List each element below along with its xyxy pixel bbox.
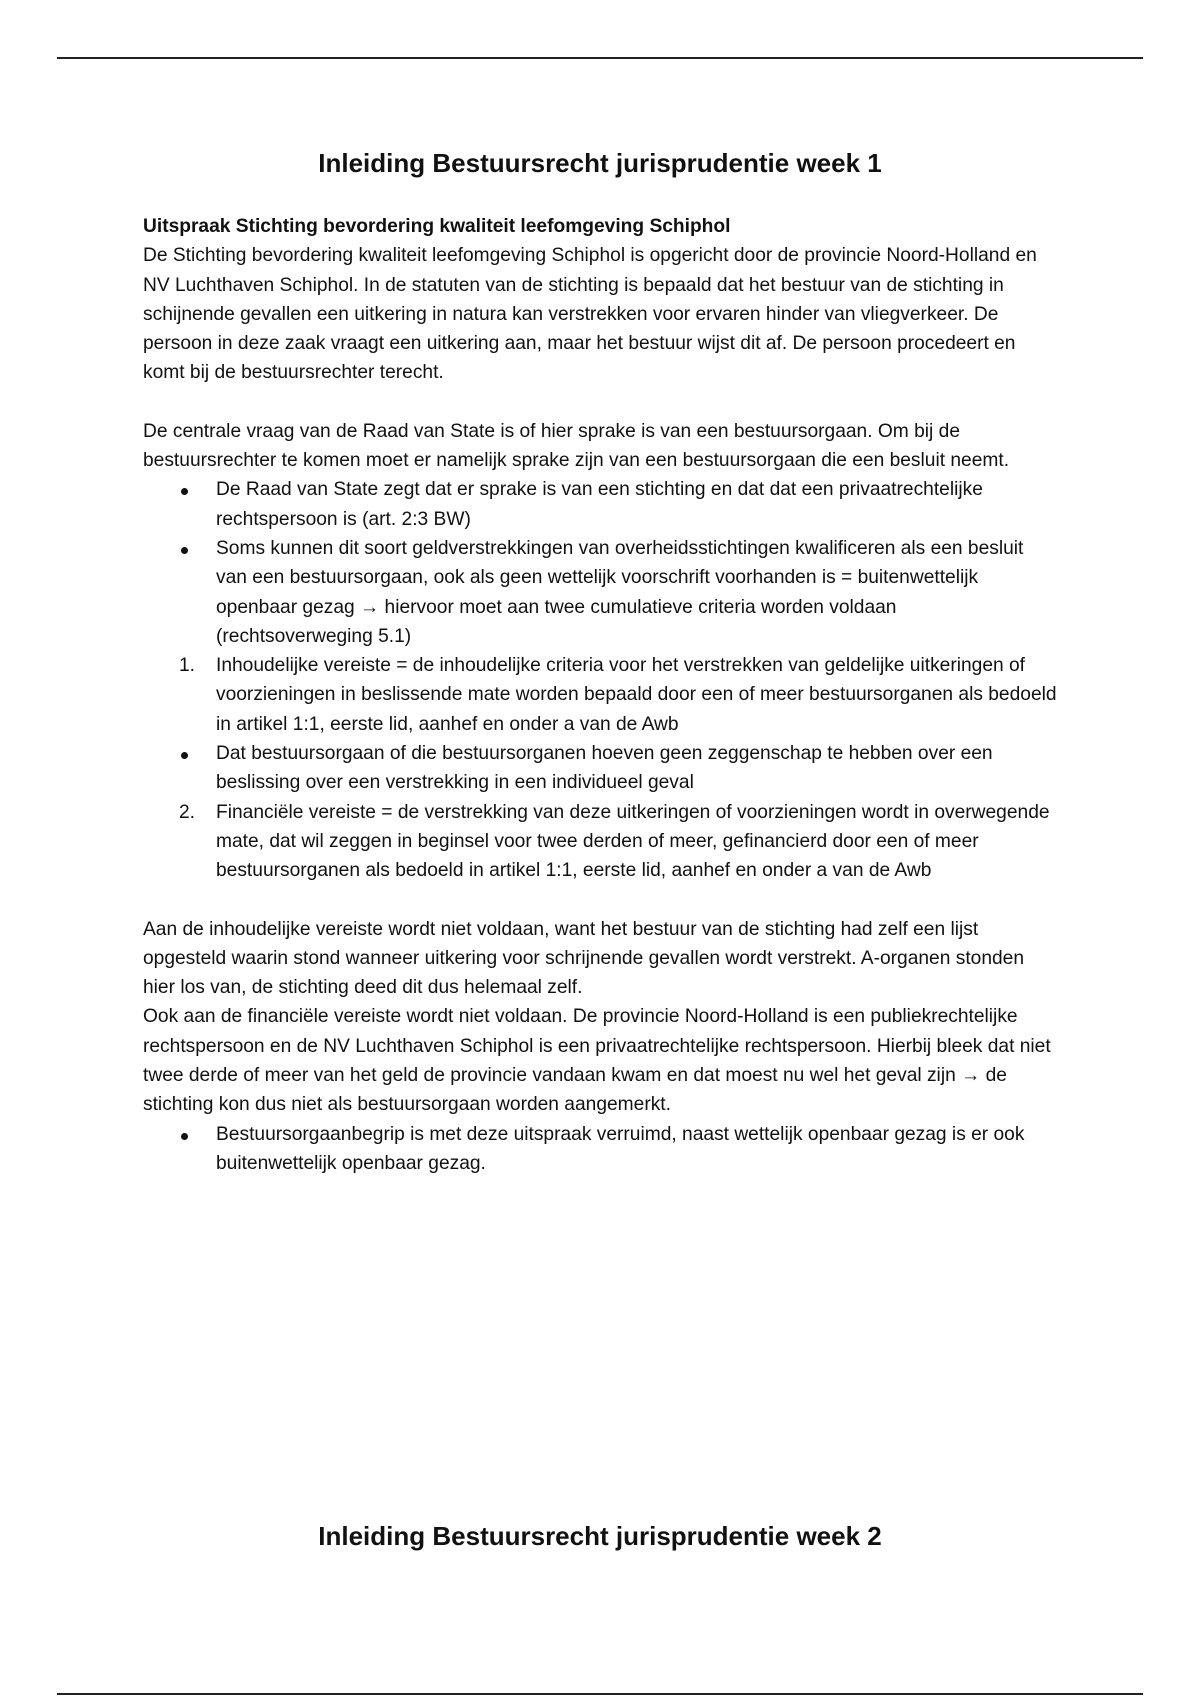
list-item xyxy=(143,651,1058,739)
list-item-text: De Raad van State zegt dat er sprake is van een stichting en dat dat een privaatrechtelijke rechtspersoon is (art. 2:3 BW) xyxy=(216,479,983,530)
conclusion-paragraph-1: Aan de inhoudelijke vereiste wordt niet voldaan, want het bestuur van de stichting had zelf een lijst opgesteld waarin stond wanneer uitkering voor schrijnende gevallen wordt verstrekt. A-organen stonden hier los van, de stichting deed dit dus helemaal zelf. xyxy=(143,918,1025,999)
list-item-text: Financiële vereiste = de verstrekking van deze uitkeringen of voorzieningen wordt in overwegende mate, dat wil zeggen in beginsel voor twee derden of meer, gefinancierd door een of meer bestuursorganen als bedoeld in artikel 1:1, eerste lid, aanhef en onder a van de Awb xyxy=(216,801,1050,882)
list-item xyxy=(143,739,1058,798)
list-item-text: Soms kunnen dit soort geldverstrekkingen van overheidsstichtingen kwalificeren als een besluit van een bestuursorgaan, ook als geen wettelijk voorschrift voorhanden is = buitenwettelijk openbaar gezag → hiervoor moet aan twee cumulatieve criteria worden voldaan (rechtsoverweging 5.1) xyxy=(216,537,1024,647)
page-title-week-1: Inleiding Bestuursrecht jurisprudentie week 1 xyxy=(318,148,882,178)
paragraph-spacer xyxy=(143,886,1058,915)
bullet-marker xyxy=(179,1120,209,1149)
page-title-week-2: Inleiding Bestuursrecht jurisprudentie week 2 xyxy=(318,1521,882,1551)
criteria-list xyxy=(143,475,1058,885)
bullet-marker xyxy=(179,739,209,768)
list-item xyxy=(143,1120,1058,1179)
document-body xyxy=(143,212,1058,1178)
case-heading: Uitspraak Stichting bevordering kwaliteit leefomgeving Schiphol xyxy=(143,216,731,237)
list-item-text: Dat bestuursorgaan of die bestuursorganen hoeven geen zeggenschap te hebben over een beslissing over een verstrekking in een individueel geval xyxy=(216,743,993,794)
conclusion-paragraph-2: Ook aan de financiële vereiste wordt niet voldaan. De provincie Noord-Holland is een publiekrechtelijke rechtspersoon en de NV Luchthaven Schiphol is een privaatrechtelijke rechtspersoon. Hierbij bleek dat niet twee derde of meer van het geld de provincie vandaan kwam en dat moest nu wel het geval zijn → de stichting kon dus niet als bestuursorgaan worden aangemerkt. xyxy=(143,1006,1051,1116)
number-marker: 2. xyxy=(179,801,196,823)
intro-paragraph: De Stichting bevordering kwaliteit leefomgeving Schiphol is opgericht door de provincie Noord-Holland en NV Luchthaven Schiphol. In de statuten van de stichting is bepaald dat het bestuur van de stichting in schijnende gevallen een uitkering in natura kan verstrekken voor ervaren hinder van vliegverkeer. De persoon in deze zaak vraagt een uitkering aan, maar het bestuur wijst dit af. De persoon procedeert en komt bij de bestuursrechter terecht. xyxy=(143,245,1037,384)
list-item-text: Bestuursorgaanbegrip is met deze uitspraak verruimd, naast wettelijk openbaar gezag is er ook buitenwettelijk openbaar gezag. xyxy=(216,1123,1025,1174)
paragraph-spacer xyxy=(143,388,1058,417)
list-item xyxy=(143,798,1058,886)
bullet-marker xyxy=(179,475,209,504)
list-item-text: Inhoudelijke vereiste = de inhoudelijke criteria voor het verstrekken van geldelijke uitkeringen of voorzieningen in beslissende mate worden bepaald door een of meer bestuursorganen als bedoeld in artikel 1:1, eerste lid, aanhef en onder a van de Awb xyxy=(216,655,1057,735)
list-item xyxy=(143,534,1058,651)
bullet-marker xyxy=(179,534,209,563)
number-marker: 1. xyxy=(179,655,196,677)
final-list xyxy=(143,1120,1058,1179)
central-question-paragraph: De centrale vraag van de Raad van State is of hier sprake is van een bestuursorgaan. Om bij de bestuursrechter te komen moet er namelijk sprake zijn van een bestuursorgaan die een besluit neemt. xyxy=(143,420,1010,472)
list-item xyxy=(143,475,1058,534)
footer-rule xyxy=(57,1693,1143,1695)
header-rule xyxy=(57,57,1143,59)
